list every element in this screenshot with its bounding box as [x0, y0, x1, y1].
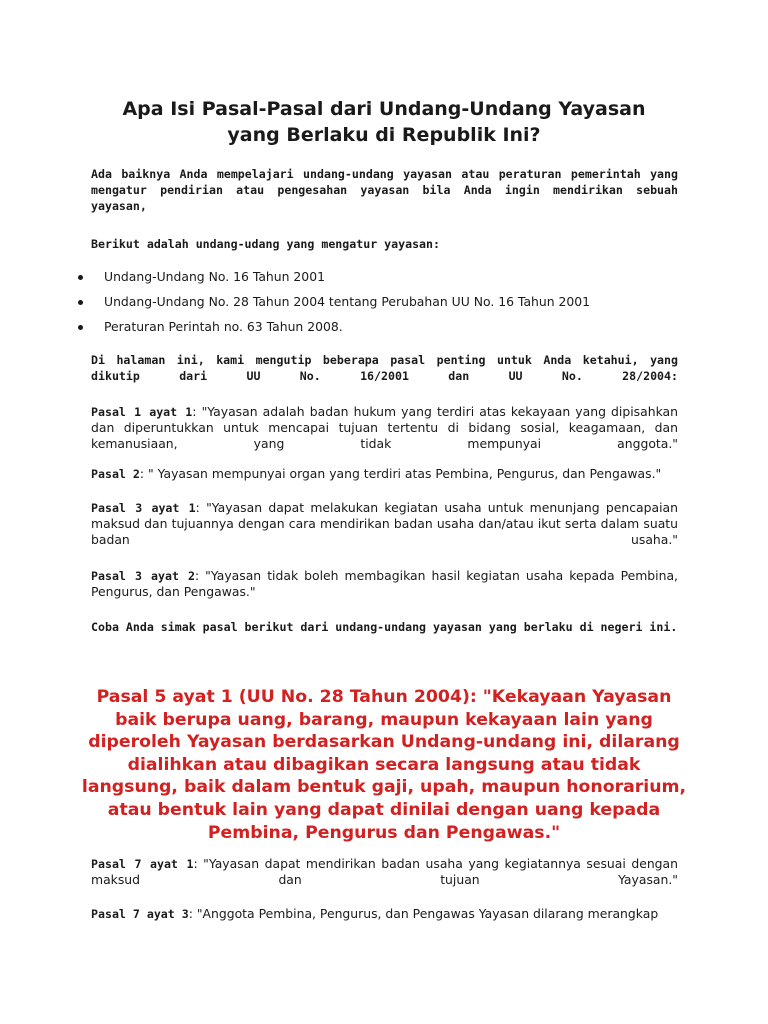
quote-intro-paragraph: Di halaman ini, kami mengutip beberapa pasal penting untuk Anda ketahui, yang dikutip dari UU No. 16/2001 dan UU No. 28/2004: [91, 353, 678, 383]
article-label: Pasal 7 ayat 1 [91, 857, 194, 871]
title-line-1: Apa Isi Pasal-Pasal dari Undang-Undang Yayasan [122, 98, 646, 120]
list-heading: Berikut adalah undang-udang yang mengatur yayasan: [91, 237, 441, 251]
article-pasal-7-ayat-1 [91, 856, 678, 888]
bullet-icon [78, 275, 83, 280]
article-text: : "Yayasan adalah badan hukum yang terdiri atas kekayaan yang dipisahkan dan diperuntukkan untuk mencapai tujuan tertentu di bidang sosial, keagamaan, dan kemanusiaan, yang tidak mempunyai anggota." [91, 404, 678, 451]
simak-paragraph: Coba Anda simak pasal berikut dari undang-undang yayasan yang berlaku di negeri ini. [91, 620, 678, 634]
bullet-icon [78, 300, 83, 305]
law-list [70, 267, 690, 342]
article-pasal-7-ayat-3 [91, 906, 678, 922]
title-line-2: yang Berlaku di Republik Ini? [227, 124, 541, 146]
article-label: Pasal 3 ayat 2 [91, 569, 195, 583]
article-pasal-3-ayat-2 [91, 568, 678, 600]
article-label: Pasal 1 ayat 1 [91, 405, 193, 419]
list-item: Peraturan Perintah no. 63 Tahun 2008. [70, 317, 690, 342]
list-item: Undang-Undang No. 28 Tahun 2004 tentang Perubahan UU No. 16 Tahun 2001 [70, 292, 690, 317]
intro-paragraph: Ada baiknya Anda mempelajari undang-undang yayasan atau peraturan pemerintah yang mengatur pendirian atau pengesahan yayasan bila Anda ingin mendirikan sebuah yayasan, [91, 167, 678, 213]
article-text: : "Anggota Pembina, Pengurus, dan Pengawas Yayasan dilarang merangkap [188, 906, 659, 921]
article-text: : " Yayasan mempunyai organ yang terdiri atas Pembina, Pengurus, dan Pengawas." [139, 466, 662, 481]
article-label: Pasal 7 ayat 3 [91, 907, 189, 921]
article-text: : "Yayasan dapat mendirikan badan usaha yang kegiatannya sesuai dengan maksud dan tujuan Yayasan." [91, 856, 678, 887]
article-pasal-2 [91, 466, 678, 482]
article-pasal-3-ayat-1 [91, 500, 678, 548]
article-text: : "Yayasan tidak boleh membagikan hasil kegiatan usaha kepada Pembina, Pengurus, dan Pengawas." [91, 568, 678, 599]
article-label: Pasal 2 [91, 467, 140, 481]
article-label: Pasal 3 ayat 1 [91, 501, 196, 515]
page-title [60, 96, 708, 148]
article-pasal-1-ayat-1 [91, 404, 678, 452]
bullet-icon [78, 325, 83, 330]
highlight-pasal-5: Pasal 5 ayat 1 (UU No. 28 Tahun 2004): "Kekayaan Yayasan baik berupa uang, barang, maupun kekayaan lain yang diperoleh Yayasan berdasarkan Undang-undang ini, dilarang dialihkan atau dibagikan secara langsung atau tidak langsung, baik dalam bentuk gaji, upah, maupun honorarium, atau bentuk lain yang dapat dinilai dengan uang kepada Pembina, Pengurus dan Pengawas." [81, 687, 687, 843]
article-text: : "Yayasan dapat melakukan kegiatan usaha untuk menunjang pencapaian maksud dan tujuannya dengan cara mendirikan badan usaha dan/atau ikut serta dalam suatu badan usaha." [91, 500, 678, 547]
list-item: Undang-Undang No. 16 Tahun 2001 [70, 267, 690, 292]
